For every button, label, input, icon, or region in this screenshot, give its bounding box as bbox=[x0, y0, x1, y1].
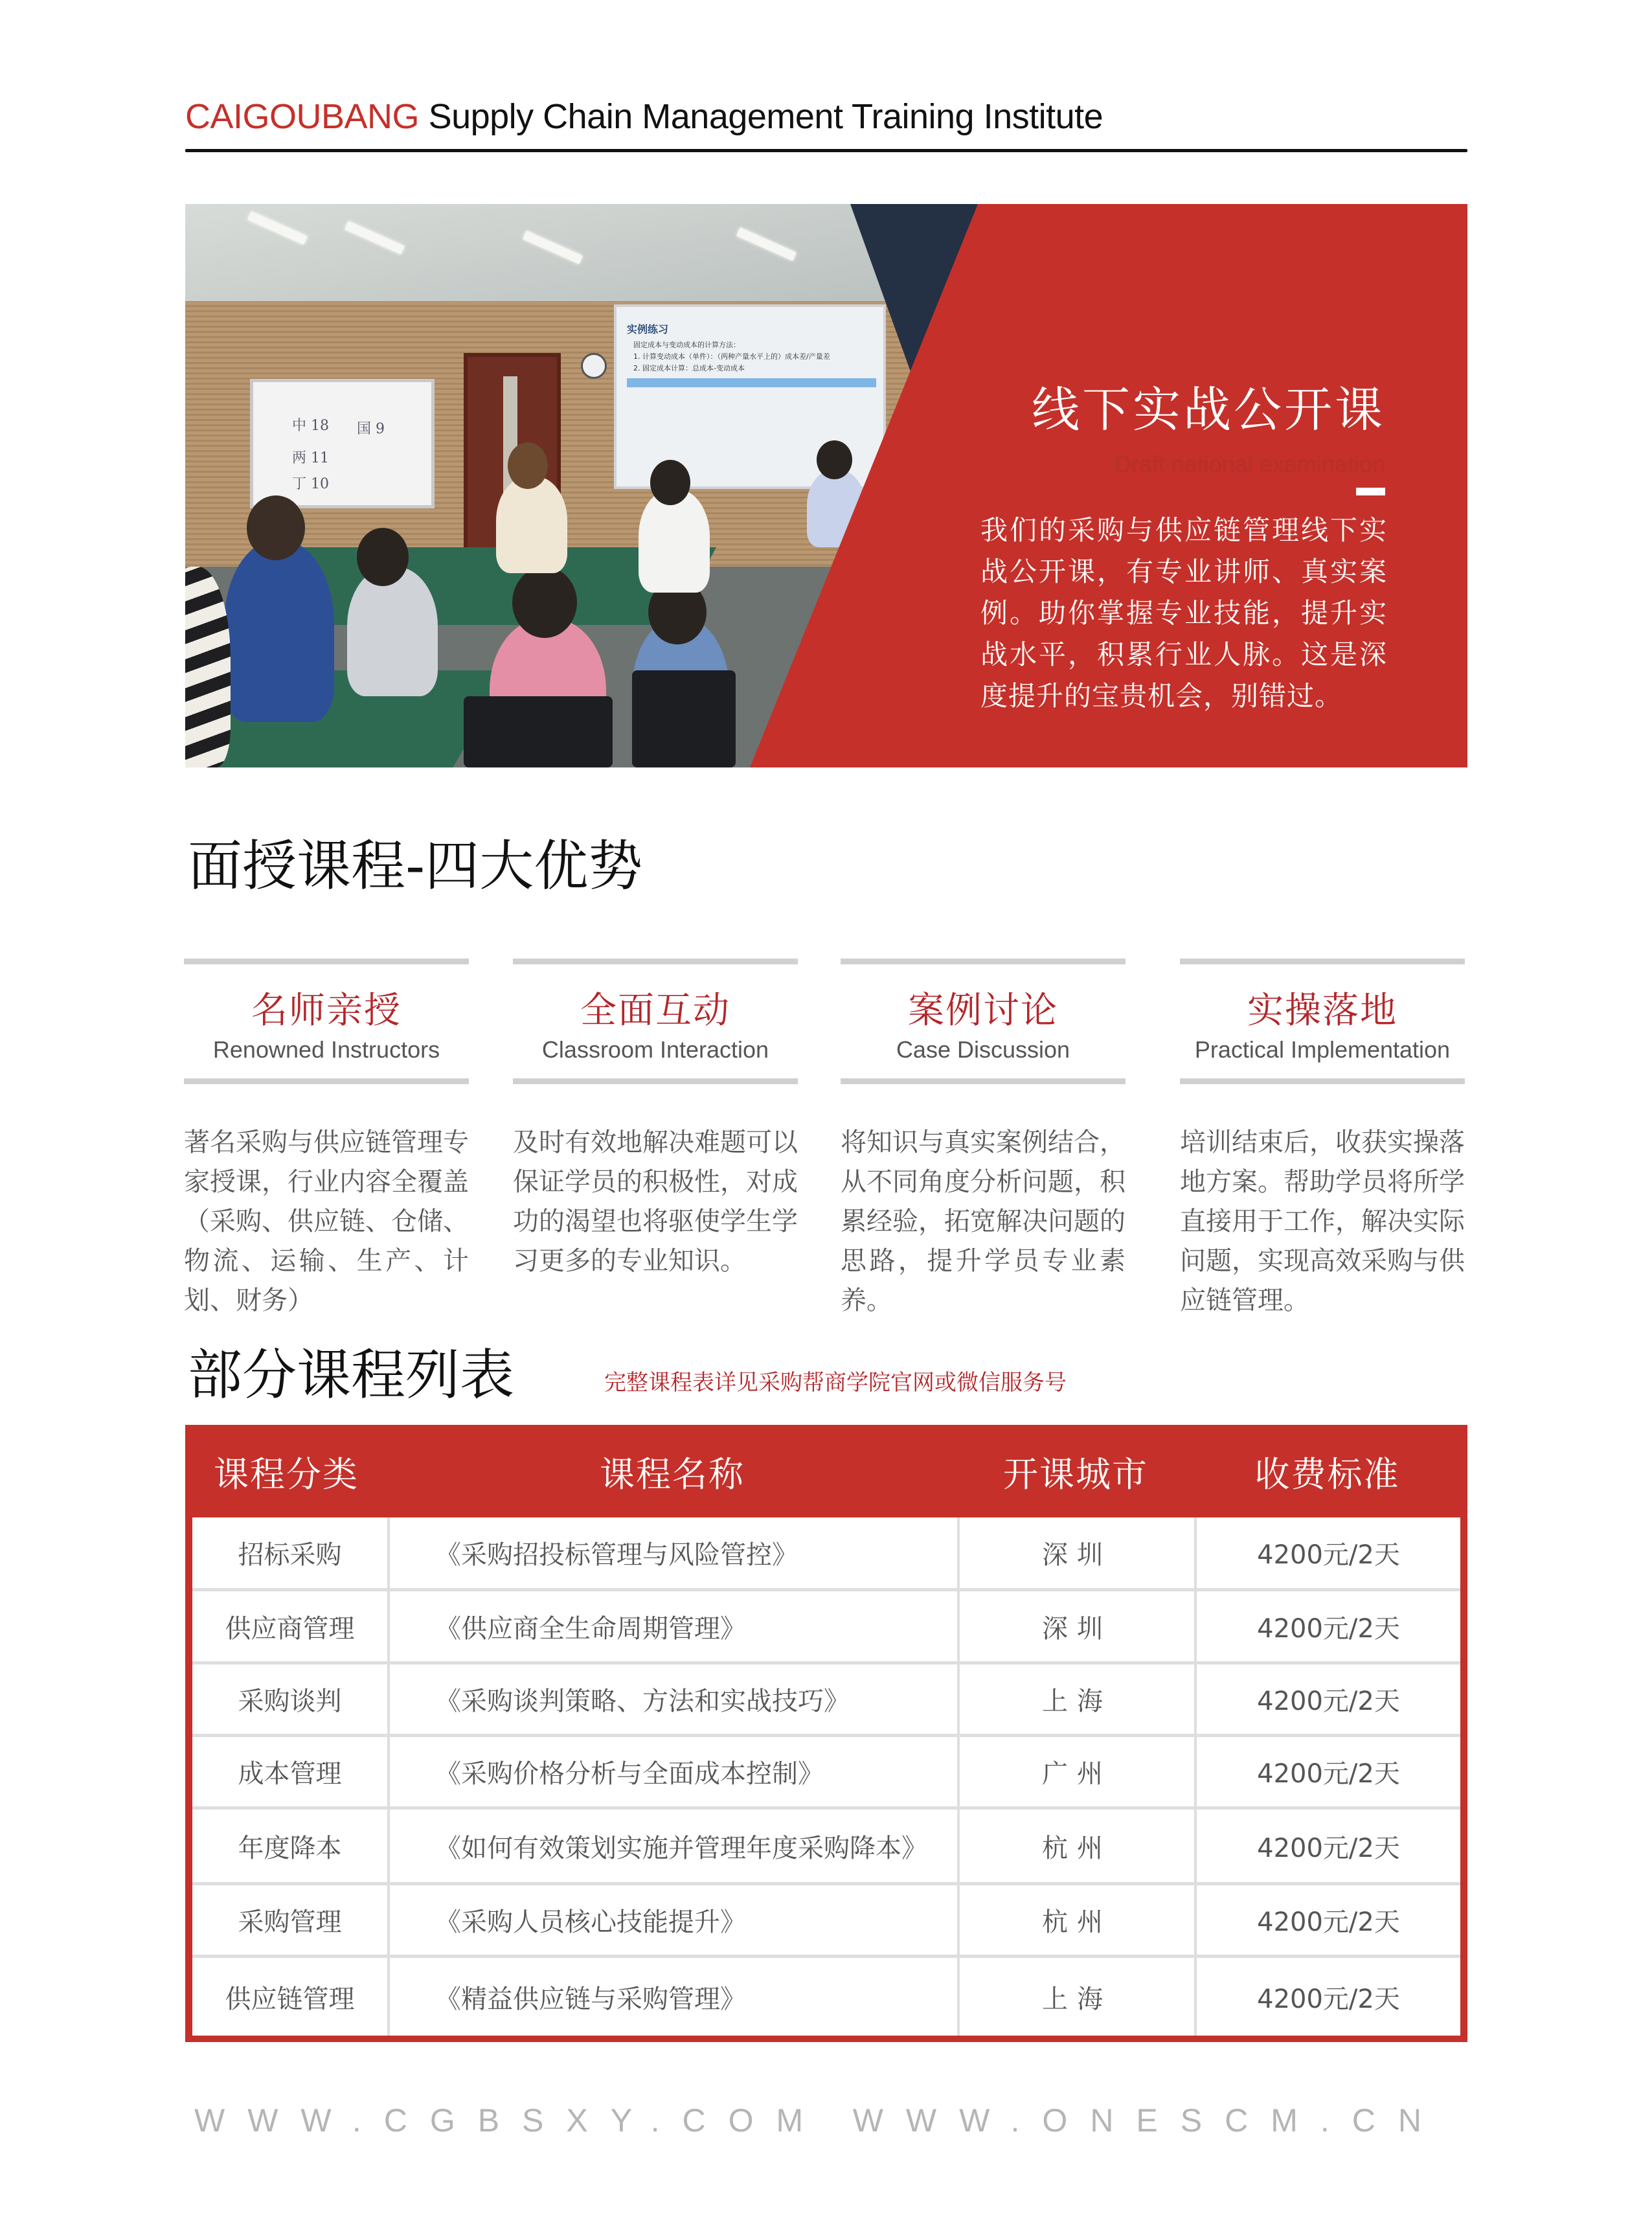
course-list-title: 部分课程列表 bbox=[188, 1343, 515, 1407]
hero-subtitle: Draft national examination bbox=[1114, 451, 1385, 477]
card-body: 及时有效地解决难题可以保证学员的积极性，对成功的渴望也将驱使学生学习更多的专业知识。 bbox=[513, 1128, 798, 1276]
card-bottom-rule bbox=[184, 1078, 469, 1084]
table-row bbox=[192, 1664, 1460, 1737]
cell-city: 广州 bbox=[957, 1737, 1194, 1806]
attendee-head bbox=[817, 440, 852, 479]
card-bottom-rule bbox=[1180, 1078, 1465, 1084]
cell-category: 年度降本 bbox=[238, 1833, 342, 1863]
attendee bbox=[347, 567, 438, 696]
hero-description: 我们的采购与供应链管理线下实战公开课，有专业讲师、真实案例。助你掌握专业技能，提升实战水平，积累行业人脉。这是深度提升的宝贵机会，别错过。 bbox=[980, 514, 1387, 712]
card-top-rule bbox=[184, 959, 469, 964]
slide-title: 实例练习 bbox=[627, 323, 669, 335]
slide-line: 2. 固定成本计算：总成本-变动成本 bbox=[633, 364, 745, 372]
whiteboard: 中 18 国 9 两 11 丁 10 bbox=[250, 379, 435, 508]
slide-line: 1. 计算变动成本（单件）：（两种产量水平上的）成本差/产量差 bbox=[633, 352, 830, 361]
hero-accent-bar bbox=[1356, 488, 1385, 495]
table-row bbox=[192, 1737, 1460, 1810]
cell-category: 成本管理 bbox=[238, 1759, 342, 1789]
institute-header bbox=[185, 96, 1103, 137]
cell-fee: 4200元/2天 bbox=[1194, 1810, 1460, 1882]
institute-title: Supply Chain Management Training Institute bbox=[419, 97, 1103, 136]
card-top-rule bbox=[1180, 959, 1465, 964]
cell-city: 深圳 bbox=[957, 1517, 1194, 1588]
attendee bbox=[496, 476, 567, 573]
advantage-card bbox=[513, 959, 798, 1281]
course-table-header bbox=[185, 1425, 1467, 1517]
card-top-rule bbox=[841, 959, 1126, 964]
card-body: 将知识与真实案例结合，从不同角度分析问题，积累经验，拓宽解决问题的思路，提升学员专业素养。 bbox=[841, 1128, 1126, 1315]
card-subtitle: Classroom Interaction bbox=[541, 1036, 769, 1063]
cell-course-name: 《精益供应链与采购管理》 bbox=[387, 1958, 957, 2036]
cell-course-name: 《供应商全生命周期管理》 bbox=[387, 1591, 957, 1661]
card-bottom-rule bbox=[513, 1078, 798, 1084]
cell-city: 上海 bbox=[957, 1664, 1194, 1734]
wall-clock-icon bbox=[581, 353, 607, 379]
card-title: 名师亲授 bbox=[251, 990, 402, 1032]
card-subtitle: Case Discussion bbox=[896, 1036, 1070, 1063]
website-link-onescm[interactable]: WWW.ONESCM.CN bbox=[852, 2102, 1444, 2139]
advantages-title: 面授课程-四大优势 bbox=[188, 834, 643, 898]
column-header-city: 开课城市 bbox=[1003, 1454, 1148, 1495]
card-body: 培训结束后，收获实操落地方案。帮助学员将所学直接用于工作，解决实际问题，实现高效采购与供应链管理。 bbox=[1180, 1128, 1465, 1315]
cell-course-name: 《如何有效策划实施并管理年度采购降本》 bbox=[387, 1810, 957, 1882]
chair bbox=[464, 696, 613, 767]
chair bbox=[632, 670, 736, 767]
cell-course-name: 《采购价格分析与全面成本控制》 bbox=[387, 1737, 957, 1806]
website-link-cgbsxy[interactable]: WWW.CGBSXY.COM bbox=[194, 2102, 826, 2139]
cell-fee: 4200元/2天 bbox=[1194, 1958, 1460, 2036]
card-title: 案例讨论 bbox=[908, 990, 1058, 1032]
attendee-head bbox=[357, 528, 409, 586]
attendee-head bbox=[512, 567, 577, 638]
cell-category: 供应商管理 bbox=[225, 1613, 355, 1644]
cell-category: 采购谈判 bbox=[238, 1687, 342, 1716]
cell-category: 供应链管理 bbox=[225, 1984, 355, 2014]
advantage-card bbox=[184, 959, 469, 1321]
attendee-head bbox=[508, 442, 548, 489]
card-subtitle: Renowned Instructors bbox=[212, 1036, 440, 1063]
attendee-head bbox=[247, 495, 305, 560]
column-header-fee: 收费标准 bbox=[1254, 1454, 1400, 1495]
attendee-head bbox=[650, 460, 690, 505]
cell-city: 杭州 bbox=[957, 1810, 1194, 1882]
brand-name: CAIGOUBANG bbox=[185, 97, 420, 136]
cell-fee: 4200元/2天 bbox=[1194, 1885, 1460, 1955]
attendee bbox=[224, 541, 334, 722]
cell-course-name: 《采购招投标管理与风险管控》 bbox=[387, 1517, 957, 1588]
slide-line: 固定成本与变动成本的计算方法： bbox=[633, 341, 740, 349]
slide-table-header bbox=[627, 378, 876, 387]
hero-title: 线下实战公开课 bbox=[1032, 382, 1385, 438]
column-header-course-name: 课程名称 bbox=[600, 1454, 745, 1495]
course-list-note: 完整课程表详见采购帮商学院官网或微信服务号 bbox=[604, 1370, 1067, 1396]
cell-city: 上海 bbox=[957, 1958, 1194, 2036]
card-top-rule bbox=[513, 959, 798, 964]
cell-fee: 4200元/2天 bbox=[1194, 1591, 1460, 1661]
table-row bbox=[192, 1958, 1460, 2036]
card-bottom-rule bbox=[841, 1078, 1126, 1084]
table-row bbox=[192, 1517, 1460, 1591]
card-body: 著名采购与供应链管理专家授课，行业内容全覆盖（采购、供应链、仓储、物流、运输、生产、计划、财务） bbox=[184, 1128, 469, 1315]
advantage-card bbox=[841, 959, 1126, 1321]
cell-course-name: 《采购人员核心技能提升》 bbox=[387, 1885, 957, 1955]
cell-course-name: 《采购谈判策略、方法和实战技巧》 bbox=[387, 1664, 957, 1734]
advantage-card bbox=[1180, 959, 1465, 1321]
header-divider bbox=[185, 149, 1467, 152]
card-subtitle: Practical Implementation bbox=[1194, 1036, 1451, 1063]
column-header-category: 课程分类 bbox=[214, 1454, 359, 1495]
card-title: 实操落地 bbox=[1247, 990, 1397, 1032]
footer-websites bbox=[194, 2101, 1444, 2140]
cell-fee: 4200元/2天 bbox=[1194, 1737, 1460, 1806]
cell-category: 采购管理 bbox=[238, 1907, 342, 1937]
cell-category: 招标采购 bbox=[238, 1540, 342, 1570]
card-title: 全面互动 bbox=[580, 990, 730, 1032]
table-row bbox=[192, 1810, 1460, 1885]
course-table-body bbox=[192, 1517, 1460, 2036]
cell-city: 杭州 bbox=[957, 1885, 1194, 1955]
cell-fee: 4200元/2天 bbox=[1194, 1664, 1460, 1734]
cell-fee: 4200元/2天 bbox=[1194, 1517, 1460, 1588]
cell-city: 深圳 bbox=[957, 1591, 1194, 1661]
table-row bbox=[192, 1591, 1460, 1664]
table-row bbox=[192, 1885, 1460, 1958]
hero-banner bbox=[185, 204, 1467, 767]
